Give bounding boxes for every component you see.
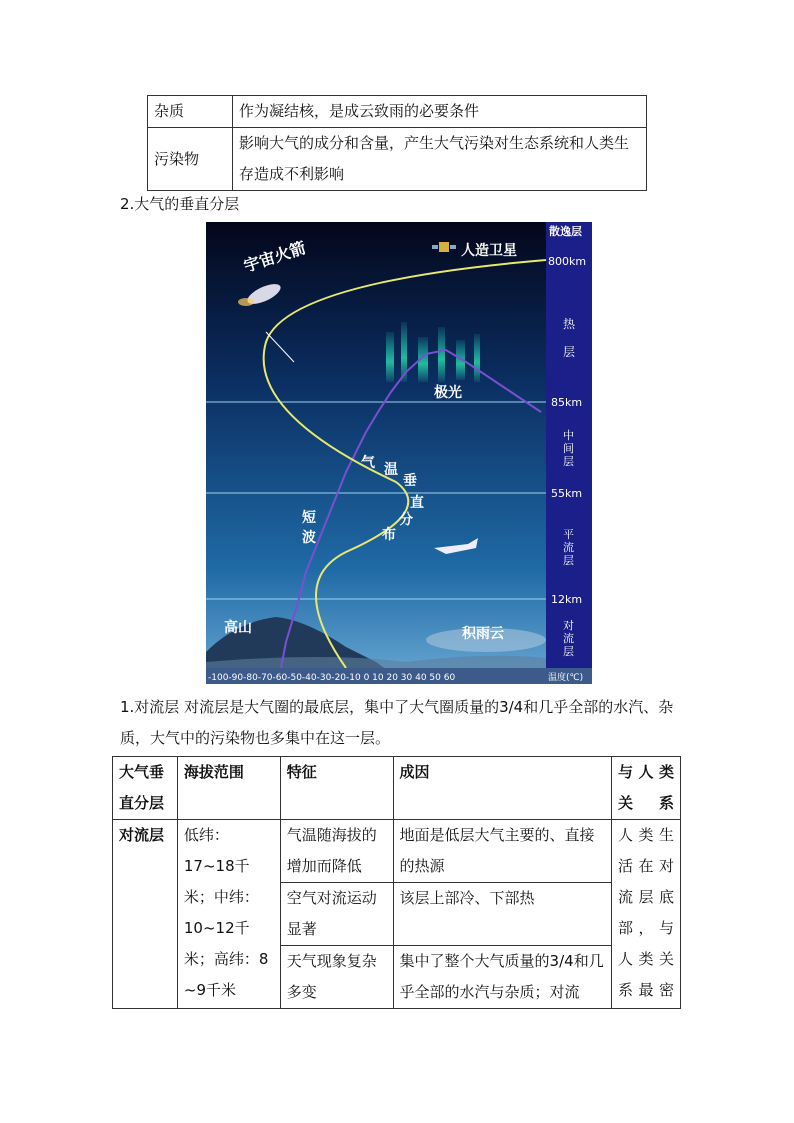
cause-cell: 该层上部冷、下部热 [393,883,612,946]
table-row [148,128,647,191]
temp-curve-char: 气 [361,455,375,471]
rocket-label: 宇宙火箭 [241,237,309,276]
header-cell: 与人类关系 [612,757,681,820]
composition-table [147,95,647,191]
table-row [113,820,681,883]
exosphere-label: 散逸层 [549,225,582,238]
table-cell: 污染物 [148,128,233,191]
relation-cell: 人类生活在对流层底部，与人类关系最密 [612,820,681,1009]
mesosphere-char: 中 [563,429,574,442]
feature-cell: 空气对流运动显著 [280,883,393,946]
stratosphere-char: 流 [563,541,574,554]
troposphere-paragraph: 1.对流层 对流层是大气圈的最底层，集中了大气圈质量的3/4和几乎全部的水汽、杂质，大气中的污染物也多集中在这一层。 [120,698,674,747]
shortwave-char: 波 [302,530,316,546]
table-cell: 作为凝结核，是成云致雨的必要条件 [233,96,647,128]
height-label: 55km [551,487,583,500]
altitude-cell: 低纬：17~18千米；中纬：10~12千米；高纬：8 ~9千米 [177,820,280,1009]
height-label: 85km [551,396,583,409]
temp-curve-char: 布 [382,527,396,543]
height-label: 800km [548,255,587,268]
troposphere-char: 层 [563,645,574,658]
section-heading: 2.大气的垂直分层 [120,195,240,213]
temp-curve-char: 分 [399,512,413,528]
mountain-label: 高山 [224,620,252,636]
height-label: 12km [551,593,583,606]
layer-name-cell: 对流层 [113,820,178,1009]
thermosphere-char: 热 [563,317,576,331]
cause-cell: 集中了整个大气质量的3/4和几乎全部的水汽与杂质；对流 [393,946,612,1009]
feature-cell: 天气现象复杂多变 [280,946,393,1009]
troposphere-char: 流 [563,632,574,645]
mesosphere-char: 层 [563,455,574,468]
header-cell: 特征 [280,757,393,820]
temp-axis-label: 温度(℃) [548,673,584,683]
table-header-row [113,757,681,820]
mesosphere-char: 间 [563,442,574,455]
table-row [148,96,647,128]
temp-curve-char: 直 [410,495,424,511]
header-cell: 海拔范围 [177,757,280,820]
table-cell: 杂质 [148,96,233,128]
thermosphere-char: 层 [563,345,576,359]
cause-cell: 地面是低层大气主要的、直接的热源 [393,820,612,883]
header-cell: 大气垂直分层 [113,757,178,820]
atmosphere-layers-figure [206,222,592,684]
troposphere-char: 对 [563,619,574,632]
satellite-label: 人造卫星 [461,243,517,259]
shortwave-char: 短 [302,510,316,526]
cloud-label: 积雨云 [462,626,504,642]
troposphere-table [112,756,681,1009]
stratosphere-char: 平 [563,528,574,541]
stratosphere-char: 层 [563,554,574,567]
aurora-label: 极光 [434,385,462,401]
temp-curve-char: 温 [384,462,398,478]
feature-cell: 气温随海拔的增加而降低 [280,820,393,883]
header-cell: 成因 [393,757,612,820]
table-cell: 影响大气的成分和含量，产生大气污染对生态系统和人类生存造成不利影响 [233,128,647,191]
temp-curve-char: 垂 [403,473,417,489]
temp-axis-ticks: -100-90-80-70-60-50-40-30-20-10 0 10 20 30 40 50 60 [208,673,456,683]
